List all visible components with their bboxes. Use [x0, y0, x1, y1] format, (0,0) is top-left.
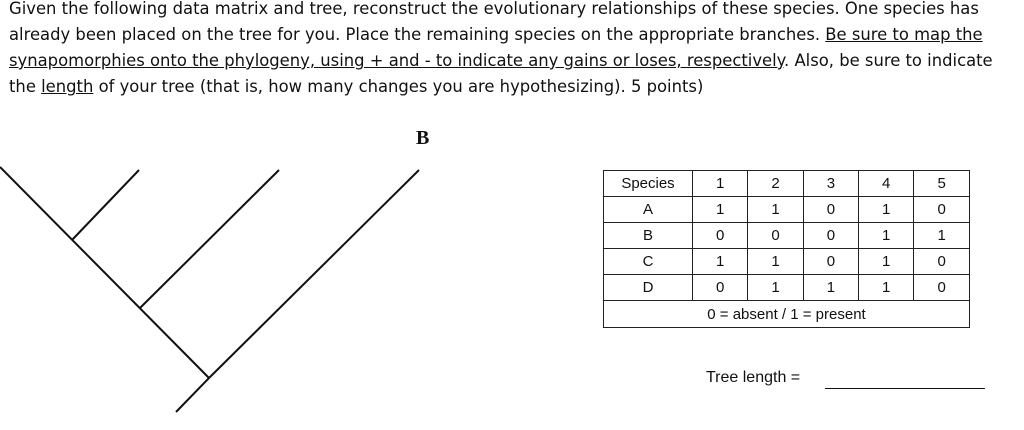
matrix-cell: 1 — [803, 275, 858, 301]
matrix-cell: 1 — [693, 249, 748, 275]
matrix-cell: 0 — [693, 275, 748, 301]
tree-label-b: B — [416, 127, 430, 149]
matrix-header-cell: 5 — [914, 171, 970, 197]
matrix-header-cell: 4 — [859, 171, 914, 197]
matrix-legend-row — [604, 301, 970, 328]
matrix-cell: 1 — [859, 197, 914, 223]
matrix-cell: 0 — [748, 223, 803, 249]
tree-branch-2 — [140, 170, 279, 308]
matrix-cell: 0 — [803, 197, 858, 223]
tree-trunk-left-branch — [0, 167, 209, 378]
matrix-row-c — [604, 249, 970, 275]
prompt-text-3: of your tree (that is, how many changes you are hypothesizing). 5 points) — [93, 77, 704, 96]
tree-root-stem — [176, 378, 209, 412]
character-matrix — [603, 170, 970, 328]
matrix-cell: 1 — [748, 275, 803, 301]
tree-branch-1 — [72, 170, 139, 240]
tree-length-answer-blank[interactable] — [825, 388, 985, 389]
matrix-cell: C — [604, 249, 693, 275]
matrix-cell: 1 — [859, 249, 914, 275]
tree-length-label: Tree length = — [706, 369, 801, 386]
matrix-cell: 0 — [693, 223, 748, 249]
prompt-text-2: . Also, be sure to indicate the — [9, 51, 993, 96]
prompt-text-1: Given the following data matrix and tree, reconstruct the evolutionary relationships of these species. One species has already been placed on the tree for you. Place the remaining species on the appropriate branches. — [9, 0, 979, 44]
matrix-header-row — [604, 171, 970, 197]
matrix-cell: 0 — [803, 223, 858, 249]
matrix-cell: 1 — [859, 223, 914, 249]
matrix-legend: 0 = absent / 1 = present — [604, 301, 970, 328]
prompt-underlined-length: length — [41, 77, 94, 96]
matrix-cell: D — [604, 275, 693, 301]
prompt-underlined-instruction: Be sure to map the synapomorphies onto the phylogeny, using + and - to indicate any gains or loses, respectively — [9, 25, 983, 70]
matrix-cell: A — [604, 197, 693, 223]
matrix-row-b — [604, 223, 970, 249]
matrix-cell: 1 — [748, 249, 803, 275]
tree-branch-b — [209, 170, 419, 378]
matrix-cell: 0 — [914, 197, 970, 223]
matrix-header-cell: Species — [604, 171, 693, 197]
matrix-row-d — [604, 275, 970, 301]
matrix-header-cell: 2 — [748, 171, 803, 197]
matrix-cell: 1 — [693, 197, 748, 223]
matrix-cell: 1 — [748, 197, 803, 223]
matrix-header-cell: 1 — [693, 171, 748, 197]
matrix-cell: 0 — [914, 275, 970, 301]
matrix-cell: 0 — [914, 249, 970, 275]
matrix-cell: B — [604, 223, 693, 249]
matrix-row-a — [604, 197, 970, 223]
matrix-cell: 0 — [803, 249, 858, 275]
matrix-cell: 1 — [914, 223, 970, 249]
matrix-header-cell: 3 — [803, 171, 858, 197]
matrix-cell: 1 — [859, 275, 914, 301]
